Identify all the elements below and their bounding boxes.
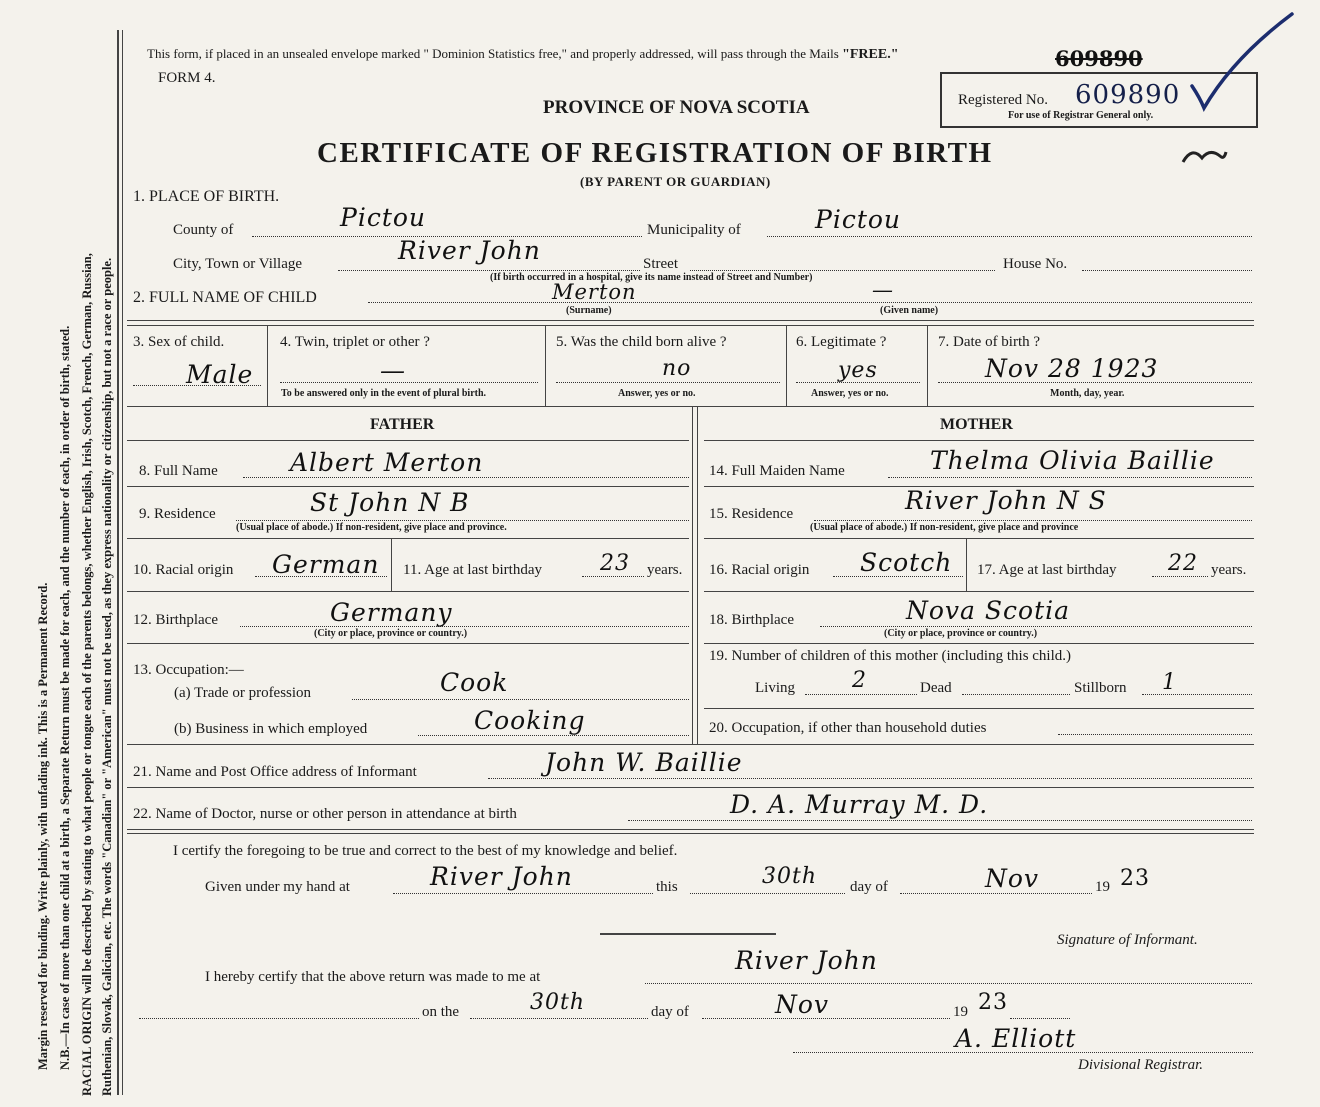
given-under-label: Given under my hand at <box>205 879 350 895</box>
dead-label: Dead <box>920 680 952 696</box>
mail-note: This form, if placed in an unsealed envelope marked " Dominion Statistics free," and properly addressed, will pass through the Mails "FREE." <box>147 46 899 62</box>
registrar-place-value: River John <box>735 946 878 975</box>
living-value: 2 <box>852 668 867 693</box>
surname-caption: (Surname) <box>566 305 612 316</box>
registrar-month-value: Nov <box>775 990 830 1019</box>
registrar-day-of-label: day of <box>651 1004 689 1020</box>
given-month-value: Nov <box>985 864 1040 893</box>
struck-registration-number: 609890 <box>1055 46 1143 71</box>
mother-residence-label: 15. Residence <box>709 506 794 522</box>
father-name-label: 8. Full Name <box>139 463 218 479</box>
informant-label: 21. Name and Post Office address of Informant <box>133 764 417 780</box>
street-label: Street <box>643 256 678 272</box>
given-name-caption: (Given name) <box>880 305 939 316</box>
dob-note: Month, day, year. <box>1050 388 1125 399</box>
place-of-birth-label: 1. PLACE OF BIRTH. <box>133 188 280 205</box>
stillborn-label: Stillborn <box>1074 680 1127 696</box>
mother-residence-note: (Usual place of abode.) If non-resident, give place and province <box>810 522 1079 533</box>
registrar-year-value: 23 <box>978 990 1008 1015</box>
mother-age-label: 17. Age at last birthday <box>977 562 1117 578</box>
father-birthplace-label: 12. Birthplace <box>133 612 218 628</box>
hospital-note: (If birth occurred in a hospital, give its name instead of Street and Number) <box>490 272 813 283</box>
living-label: Living <box>755 680 795 696</box>
informant-signature-line <box>600 933 776 935</box>
municipality-label: Municipality of <box>647 222 741 238</box>
given-year-value: 23 <box>1120 866 1150 891</box>
house-number-label: House No. <box>1003 256 1068 272</box>
father-age-unit: years. <box>647 562 683 578</box>
father-race-value: German <box>272 550 380 579</box>
margin-note-nb: N.B.—In case of more than one child at a birth, a Separate Return must be made for each, and the number of each, in order of birth, stated. <box>58 325 72 1070</box>
father-age-label: 11. Age at last birthday <box>403 562 542 578</box>
father-name-value: Albert Merton <box>290 448 484 477</box>
sex-value: Male <box>186 360 254 389</box>
children-count-label: 19. Number of children of this mother (including this child.) <box>709 648 1072 664</box>
mother-race-label: 16. Racial origin <box>709 562 810 578</box>
father-business-value: Cooking <box>474 706 586 735</box>
legitimate-note: Answer, yes or no. <box>811 388 889 399</box>
scribble-mark-icon <box>1180 144 1230 168</box>
father-occupation-label: 13. Occupation:— <box>133 662 244 678</box>
certify-statement: I certify the foregoing to be true and correct to the best of my knowledge and belief. <box>173 843 678 859</box>
margin-note-racial-2: Ruthenian, Slovak, Galician, etc. The words "Canadian" or "American" must not be used, as they express nationality or citizenship, but not a race or people. <box>100 257 114 1096</box>
twin-label: 4. Twin, triplet or other ? <box>280 334 430 350</box>
margin-note-binding: Margin reserved for binding. Write plainly, with unfading ink. This is a Permanent Record. <box>36 582 50 1070</box>
born-alive-value: no <box>662 356 692 381</box>
given-place-value: River John <box>430 862 573 891</box>
mother-occupation-label: 20. Occupation, if other than household duties <box>709 720 987 736</box>
mother-name-label: 14. Full Maiden Name <box>709 463 845 479</box>
father-residence-label: 9. Residence <box>139 506 216 522</box>
twin-note: To be answered only in the event of plural birth. <box>281 388 487 399</box>
doctor-label: 22. Name of Doctor, nurse or other person in attendance at birth <box>133 806 517 822</box>
registered-label: Registered No. <box>958 92 1048 108</box>
born-alive-note: Answer, yes or no. <box>618 388 696 399</box>
father-residence-note: (Usual place of abode.) If non-resident, give place and province. <box>236 522 507 533</box>
mail-free: "FREE." <box>842 47 899 62</box>
municipality-value: Pictou <box>815 205 902 234</box>
mother-race-value: Scotch <box>860 548 953 577</box>
registrar-day-value: 30th <box>530 990 586 1015</box>
city-label: City, Town or Village <box>173 256 303 272</box>
county-value: Pictou <box>340 203 427 232</box>
given-year-prefix: 19 <box>1095 879 1110 895</box>
stillborn-value: 1 <box>1162 670 1177 695</box>
sex-label: 3. Sex of child. <box>133 334 225 350</box>
given-day-value: 30th <box>762 864 818 889</box>
informant-signature-caption: Signature of Informant. <box>1057 932 1198 948</box>
father-trade-value: Cook <box>440 668 509 697</box>
registrar-statement: I hereby certify that the above return was made to me at <box>205 969 541 985</box>
registrar-year-prefix: 19 <box>953 1004 968 1020</box>
on-the-label: on the <box>422 1004 460 1020</box>
child-name-label: 2. FULL NAME OF CHILD <box>133 289 317 306</box>
mother-residence-value: River John N S <box>905 486 1107 515</box>
doctor-value: D. A. Murray M. D. <box>730 790 989 819</box>
registrar-signature: A. Elliott <box>955 1024 1077 1053</box>
twin-value: — <box>380 356 406 385</box>
father-heading: FATHER <box>370 416 435 433</box>
registered-number: 609890 <box>1075 80 1181 110</box>
registrar-general-note: For use of Registrar General only. <box>1008 110 1154 121</box>
legitimate-value: yes <box>838 358 878 383</box>
check-mark-icon <box>1188 8 1298 118</box>
mother-birthplace-note: (City or place, province or country.) <box>884 628 1038 639</box>
father-trade-label: (a) Trade or profession <box>174 685 312 701</box>
mother-birthplace-value: Nova Scotia <box>906 596 1071 625</box>
province-title: PROVINCE OF NOVA SCOTIA <box>543 97 810 118</box>
dob-label: 7. Date of birth ? <box>938 334 1041 350</box>
certificate-subtitle: (BY PARENT OR GUARDIAN) <box>580 174 771 189</box>
legitimate-label: 6. Legitimate ? <box>796 334 887 350</box>
child-surname-value: Merton <box>552 280 637 304</box>
certificate-title: CERTIFICATE OF REGISTRATION OF BIRTH <box>317 137 993 169</box>
father-residence-value: St John N B <box>310 488 470 517</box>
margin-note-racial-1: RACIAL ORIGIN will be described by stating to what people or tongue each of the parents belongs, whether English, Irish, Scotch, French, German, Russian, <box>80 253 94 1096</box>
child-given-value: — <box>872 278 894 302</box>
father-birthplace-note: (City or place, province or country.) <box>314 628 468 639</box>
city-value: River John <box>398 236 541 265</box>
county-label: County of <box>173 222 234 238</box>
mother-age-value: 22 <box>1168 551 1198 576</box>
mother-heading: MOTHER <box>940 416 1013 433</box>
mother-birthplace-label: 18. Birthplace <box>709 612 794 628</box>
form-number: FORM 4. <box>158 70 216 86</box>
father-race-label: 10. Racial origin <box>133 562 234 578</box>
margin-border <box>117 30 119 1095</box>
registrar-caption: Divisional Registrar. <box>1078 1057 1204 1073</box>
informant-value: John W. Baillie <box>545 748 743 777</box>
father-birthplace-value: Germany <box>330 598 453 627</box>
mother-name-value: Thelma Olivia Baillie <box>930 446 1215 475</box>
born-alive-label: 5. Was the child born alive ? <box>556 334 727 350</box>
given-day-of-label: day of <box>850 879 888 895</box>
father-business-label: (b) Business in which employed <box>174 721 368 737</box>
father-age-value: 23 <box>600 551 630 576</box>
mother-age-unit: years. <box>1211 562 1247 578</box>
this-label: this <box>656 879 678 895</box>
dob-value: Nov 28 1923 <box>985 354 1159 383</box>
margin-border-inner <box>122 30 123 1095</box>
